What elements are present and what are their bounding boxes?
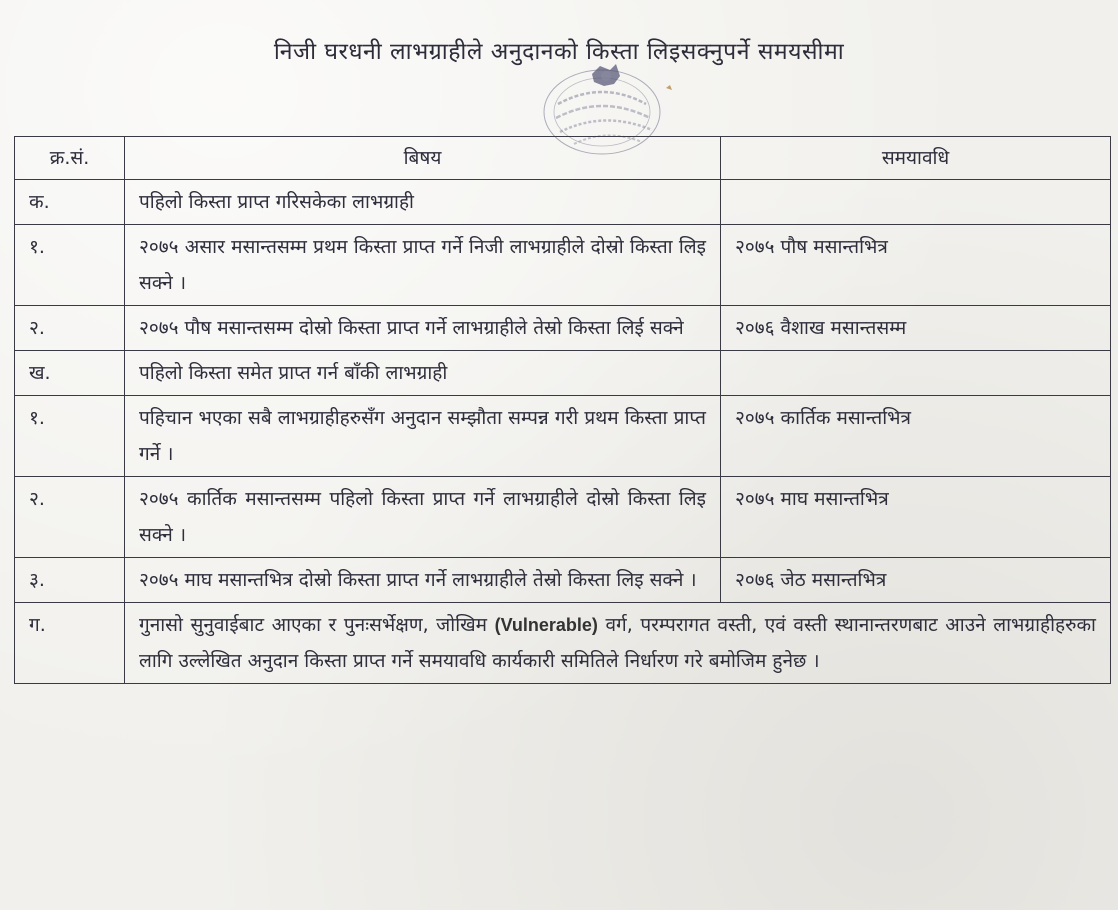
row-subject: २०७५ असार मसान्तसम्म प्रथम किस्ता प्राप्त गर्ने निजी लाभग्राहीले दोस्रो किस्ता लिइ सक्ने ।	[125, 225, 721, 306]
section-serial: ख.	[15, 351, 125, 396]
note-text-part1: गुनासो सुनुवाईबाट आएका र पुनःसर्भेक्षण, जोखिम	[139, 614, 488, 636]
row-subject: २०७५ माघ मसान्तभित्र दोस्रो किस्ता प्राप्त गर्ने लाभग्राहीले तेस्रो किस्ता लिइ सक्ने ।	[125, 558, 721, 603]
row-subject: २०७५ कार्तिक मसान्तसम्म पहिलो किस्ता प्राप्त गर्ने लाभग्राहीले दोस्रो किस्ता लिइ सक्ने ।	[125, 477, 721, 558]
section-deadline-empty	[721, 351, 1111, 396]
row-serial: २.	[15, 306, 125, 351]
section-heading-row	[15, 180, 1111, 225]
header-subject: बिषय	[125, 137, 721, 180]
note-text-part2: वर्ग, परम्परागत वस्ती, एवं वस्ती स्थानान्तरणबाट आउने लाभग्राहीहरुका लागि उल्लेखित अनुदान किस्ता प्राप्त गर्ने समयावधि कार्यकारी समितिले निर्धारण गरे बमोजिम हुनेछ ।	[139, 614, 1096, 672]
section-heading-row	[15, 351, 1111, 396]
row-serial: १.	[15, 225, 125, 306]
table-row	[15, 477, 1111, 558]
timeline-table	[14, 136, 1111, 684]
header-serial: क्र.सं.	[15, 137, 125, 180]
row-serial: १.	[15, 396, 125, 477]
row-deadline: २०७६ वैशाख मसान्तसम्म	[721, 306, 1111, 351]
note-row	[15, 603, 1111, 684]
section-deadline-empty	[721, 180, 1111, 225]
row-subject: पहिचान भएका सबै लाभग्राहीहरुसँग अनुदान सम्झौता सम्पन्न गरी प्रथम किस्ता प्राप्त गर्ने ।	[125, 396, 721, 477]
table-row	[15, 396, 1111, 477]
table-row	[15, 306, 1111, 351]
row-subject: २०७५ पौष मसान्तसम्म दोस्रो किस्ता प्राप्त गर्ने लाभग्राहीले तेस्रो किस्ता लिई सक्ने	[125, 306, 721, 351]
row-deadline: २०७५ माघ मसान्तभित्र	[721, 477, 1111, 558]
table-row	[15, 558, 1111, 603]
row-serial: ३.	[15, 558, 125, 603]
row-serial: २.	[15, 477, 125, 558]
note-vulnerable-term: (Vulnerable)	[494, 615, 598, 635]
row-deadline: २०७५ कार्तिक मसान्तभित्र	[721, 396, 1111, 477]
table-row	[15, 225, 1111, 306]
table-header-row	[15, 137, 1111, 180]
row-deadline: २०७५ पौष मसान्तभित्र	[721, 225, 1111, 306]
section-note	[125, 603, 1111, 684]
row-deadline: २०७६ जेठ मसान्तभित्र	[721, 558, 1111, 603]
section-heading: पहिलो किस्ता प्राप्त गरिसकेका लाभग्राही	[125, 180, 721, 225]
document-title: निजी घरधनी लाभग्राहीले अनुदानको किस्ता लिइसक्नुपर्ने समयसीमा	[273, 39, 845, 65]
section-serial: क.	[15, 180, 125, 225]
section-heading: पहिलो किस्ता समेत प्राप्त गर्न बाँकी लाभग्राही	[125, 351, 721, 396]
header-deadline: समयावधि	[721, 137, 1111, 180]
section-serial: ग.	[15, 603, 125, 684]
